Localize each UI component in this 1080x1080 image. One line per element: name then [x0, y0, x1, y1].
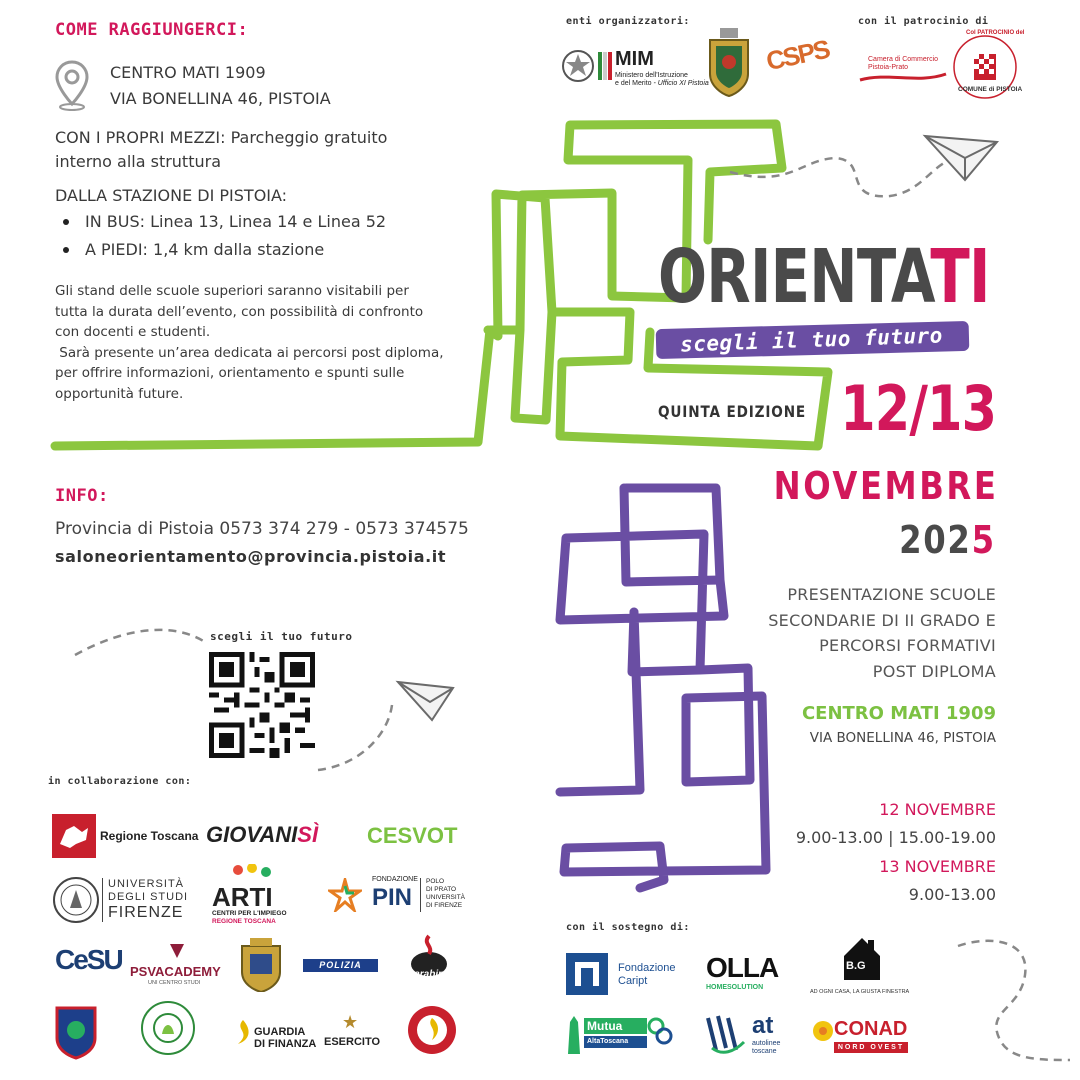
flag-bar-red — [608, 52, 612, 80]
arti-subtitle — [212, 910, 287, 926]
pin-right-text — [426, 878, 465, 910]
mim-sub-line: Ministero dell'Istruzione — [615, 72, 688, 79]
pin-line: DI FIRENZE — [426, 902, 463, 909]
event-desc-line: SECONDARIE DI II GRADO E — [768, 610, 996, 630]
event-title-main: ORIENTA — [658, 234, 931, 320]
event-description — [55, 281, 444, 404]
description-line: tutta la durata dell’evento, con possibilità di confronto — [55, 303, 424, 320]
description-line: con docenti e studenti. — [55, 324, 211, 340]
giovanisi-accent: SÌ — [297, 822, 319, 847]
purple-maze-line — [560, 488, 766, 888]
cesu-logo: CeSU — [55, 944, 122, 975]
flag-bar-white — [603, 52, 607, 80]
caript-line: Caript — [618, 975, 648, 987]
qr-caption: scegli il tuo futuro — [210, 630, 353, 643]
qr-code[interactable] — [209, 652, 315, 758]
camera-commercio-swoosh-icon — [858, 70, 948, 84]
schedule-day-2: 13 NOVEMBRE — [879, 857, 996, 876]
mutua-logo: Mutua — [584, 1018, 647, 1034]
list-item: A PIEDI: 1,4 km dalla stazione — [55, 236, 386, 264]
gdf-line: DI FINANZA — [254, 1038, 317, 1050]
pin-star-icon — [328, 878, 362, 912]
mutua-knot-icon — [646, 1016, 674, 1046]
vigili-del-fuoco-seal-icon — [406, 1004, 458, 1056]
regione-toscana-text: Regione Toscana — [100, 829, 199, 843]
giovanisi-logo — [206, 822, 318, 848]
event-month: NOVEMBRE — [773, 464, 998, 508]
description-line: Gli stand delle scuole superiori saranno visitabili per — [55, 283, 409, 299]
mutua-tower-icon — [566, 1014, 582, 1054]
info-email-link[interactable]: saloneorientamento@provincia.pistoia.it — [55, 547, 447, 566]
description-line: per offrire informazioni, orientamento e spunti sulle — [55, 365, 405, 381]
caript-text — [618, 962, 676, 988]
bg-logo: B.G — [846, 960, 866, 972]
giovanisi-text: GIOVANI — [206, 822, 298, 847]
guardia-finanza-logo — [254, 1026, 316, 1050]
event-address: VIA BONELLINA 46, PISTOIA — [809, 730, 996, 746]
description-line: opportunità future. — [55, 385, 184, 402]
provincia-pistoia-crest-icon — [706, 22, 752, 98]
mutua-subtitle: AltaToscana — [584, 1036, 647, 1048]
csps-logo-text: CSPS — [763, 33, 832, 77]
dashed-trail-bottom — [958, 941, 1070, 1060]
flag-bar-green — [598, 52, 602, 80]
conad-daisy-icon — [812, 1020, 834, 1042]
event-venue: CENTRO MATI 1909 — [801, 703, 996, 724]
unifi-line: UNIVERSITÀ — [108, 878, 185, 890]
olla-logo: OLLA — [706, 952, 779, 983]
paper-plane-icon — [925, 136, 997, 180]
pin-line: POLO — [426, 878, 445, 885]
esercito-star-icon: ★ — [342, 1012, 359, 1033]
arti-logo: ARTI — [212, 882, 273, 912]
event-description — [768, 582, 996, 684]
caript-line: Fondazione — [618, 962, 676, 974]
gdf-line: GUARDIA — [254, 1026, 306, 1038]
psv-academy-icon — [166, 940, 188, 962]
organizers-label: enti organizzatori: — [566, 16, 690, 27]
transport-list — [55, 208, 386, 264]
mim-sub-line: - Ufficio XI Pistoia — [653, 80, 709, 87]
police-crest-icon — [238, 936, 284, 992]
tagline-text: scegli il tuo futuro — [679, 323, 944, 357]
station-heading: DALLA STAZIONE DI PISTOIA: — [55, 186, 288, 205]
autolinee-subtitle — [752, 1040, 780, 1056]
conad-subtitle: NORD OVEST — [834, 1042, 908, 1053]
comune-seal-text-bottom: COMUNE di PISTOIA — [958, 86, 1023, 93]
dashed-trail-mid — [75, 630, 205, 655]
bg-subtitle: AD OGNI CASA, LA GIUSTA FINESTRA — [810, 989, 910, 995]
regione-toscana-logo-icon — [52, 814, 96, 858]
pin-logo: PIN — [372, 884, 413, 911]
list-item: IN BUS: Linea 13, Linea 14 e Linea 52 — [55, 208, 386, 236]
how-to-reach-heading: COME RAGGIUNGERCI: — [55, 20, 249, 40]
esercito-logo: ESERCITO — [324, 1036, 381, 1048]
collab-label: in collaborazione con: — [48, 776, 192, 787]
autolinee-logo: at — [752, 1012, 774, 1039]
event-title — [658, 232, 990, 322]
autolinee-line: toscane — [752, 1048, 777, 1055]
csps-logo — [763, 33, 832, 77]
pin-top-label: FONDAZIONE — [372, 876, 418, 883]
own-means-line-2: interno alla struttura — [55, 152, 221, 171]
event-year-part: 202 — [899, 518, 972, 562]
bg-house-icon — [840, 934, 884, 984]
olla-subtitle: HOMESOLUTION — [706, 984, 764, 991]
event-title-accent: TI — [930, 234, 990, 320]
carabinieri-biodiversita-seal-icon — [140, 1000, 196, 1056]
schedule-hours-2: 9.00-13.00 — [908, 885, 996, 904]
location-pin-icon — [55, 60, 89, 112]
psv-academy-logo: PSVACADEMY — [130, 964, 221, 979]
mim-sub-line: e del Merito — [615, 80, 652, 87]
cesvot-logo: CESVOT — [367, 823, 458, 848]
unifi-logo-text — [108, 878, 188, 922]
unifi-divider — [102, 878, 103, 922]
italian-republic-emblem-icon — [560, 48, 596, 84]
autolinee-line: autolinee — [752, 1040, 781, 1047]
pin-line: DI PRATO — [426, 886, 457, 893]
pin-divider — [420, 878, 421, 912]
edition-label: QUINTA EDIZIONE — [658, 402, 807, 421]
description-line: Sarà presente un’area dedicata ai percorsi post diploma, — [55, 344, 444, 361]
arti-sub-line: CENTRI PER L'IMPIEGO — [212, 910, 287, 917]
arti-sub-line: REGIONE TOSCANA — [212, 918, 276, 925]
unifi-line: DEGLI STUDI — [108, 891, 189, 903]
pin-line: UNIVERSITÀ — [426, 894, 466, 901]
provincial-shield-icon — [55, 1004, 97, 1060]
venue-line-2: VIA BONELLINA 46, PISTOIA — [110, 89, 331, 108]
arti-figures-icon — [212, 864, 282, 884]
schedule-hours-1: 9.00-13.00 | 15.00-19.00 — [795, 828, 996, 847]
event-desc-line: PRESENTAZIONE SCUOLE — [787, 585, 996, 604]
caript-logo-icon — [566, 953, 608, 995]
patronage-label: con il patrocinio di — [858, 16, 989, 27]
camera-line: Pistoia-Prato — [868, 64, 909, 71]
conad-logo: CONAD — [834, 1018, 908, 1040]
event-desc-line: POST DIPLOMA — [872, 661, 996, 681]
unifi-seal-icon — [52, 876, 100, 924]
own-means-line-1: CON I PROPRI MEZZI: Parcheggio gratuito — [55, 128, 388, 147]
dashed-trail-top — [730, 158, 950, 196]
event-desc-line: PERCORSI FORMATIVI — [819, 636, 996, 655]
sponsors-label: con il sostegno di: — [566, 922, 690, 933]
schedule-day-1: 12 NOVEMBRE — [879, 800, 996, 819]
info-phone: Provincia di Pistoia 0573 374 279 - 0573 374575 — [55, 519, 469, 539]
paper-plane-icon — [398, 682, 453, 720]
camera-line: Camera di Commercio — [868, 56, 939, 63]
carabinieri-logo: Carabinieri — [407, 969, 460, 980]
polizia-logo: POLIZIA — [303, 959, 378, 972]
psv-academy-sub: UNI CENTRO STUDI — [148, 980, 201, 986]
mim-logo-title: MIM — [615, 48, 654, 70]
event-year-accent: 5 — [971, 518, 996, 562]
unifi-line: FIRENZE — [108, 904, 184, 921]
guardia-finanza-flame-icon — [232, 1018, 254, 1046]
info-heading: INFO: — [55, 486, 109, 506]
comune-seal-text-top: Col PATROCINIO del — [966, 30, 1025, 36]
autolinee-waves-icon — [704, 1012, 748, 1056]
event-dates: 12/13 — [840, 372, 996, 445]
venue-line-1: CENTRO MATI 1909 — [110, 63, 266, 82]
mim-logo-subtitle — [615, 72, 709, 88]
event-year — [899, 518, 996, 562]
